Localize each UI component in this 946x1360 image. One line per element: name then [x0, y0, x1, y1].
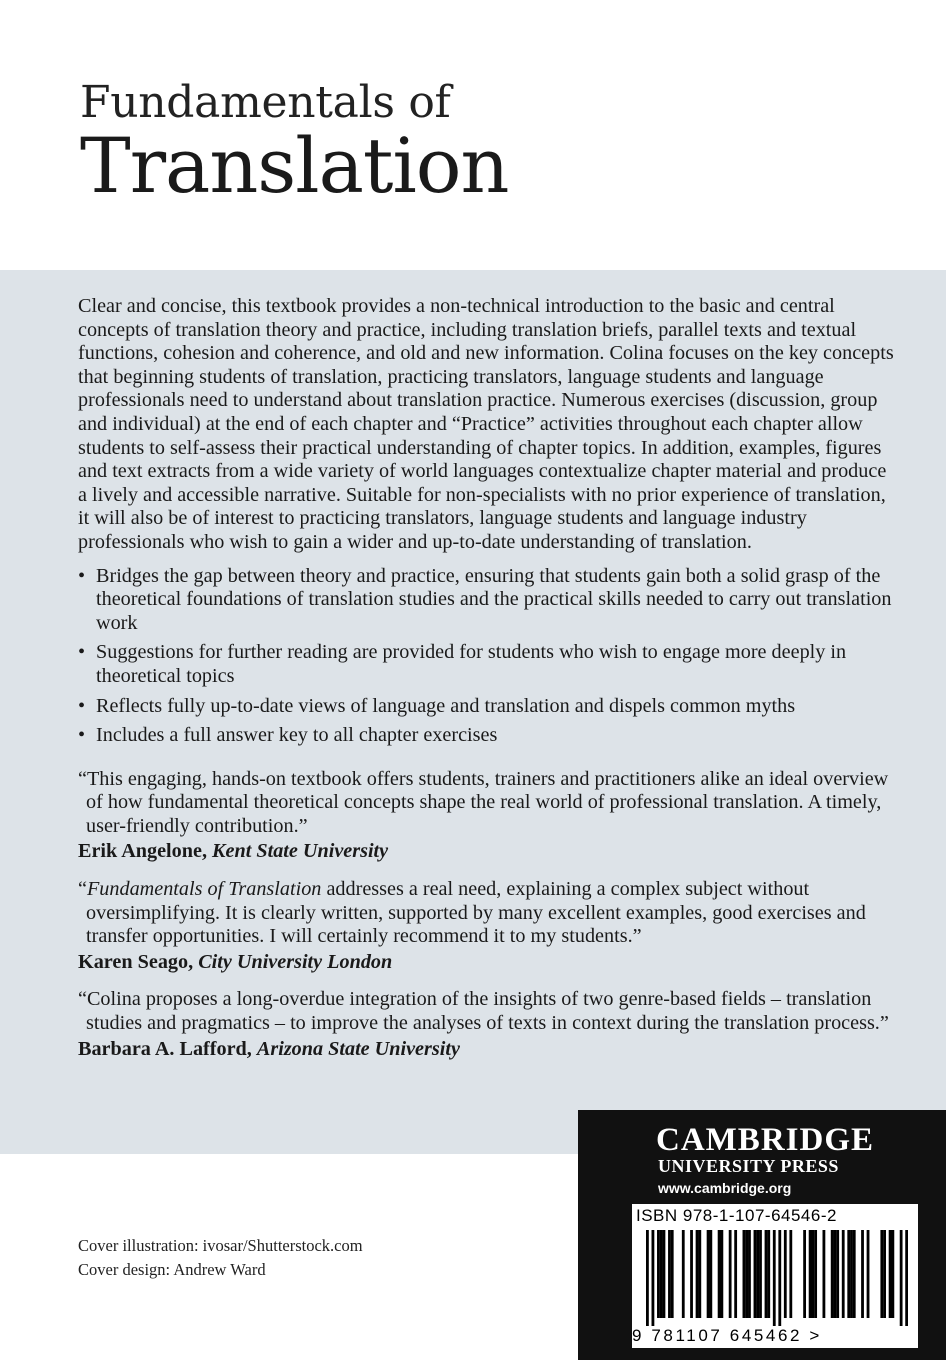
feature-text: Suggestions for further reading are provided for students who wish to engage more deeply in theoretical topics — [96, 641, 847, 687]
barcode-icon — [646, 1230, 908, 1326]
book-title-line-1: Fundamentals of — [80, 77, 451, 128]
review-quote: “This engaging, hands-on textbook offers students, trainers and practitioners alike an ideal overview of how fundamental theoretical concepts shape the real world of professional translation. A timely, user-friendly contribution.” — [78, 767, 889, 837]
barcode-bar — [652, 1230, 655, 1326]
barcode-bar — [646, 1230, 649, 1326]
barcode-bar — [803, 1230, 806, 1318]
barcode-bar — [773, 1230, 776, 1326]
bullet-icon: • — [78, 641, 86, 664]
barcode-bar — [759, 1230, 762, 1318]
feature-item — [78, 565, 898, 636]
feature-text: Includes a full answer key to all chapter exercises — [96, 724, 498, 747]
barcode-bar — [850, 1230, 853, 1318]
barcode-bar — [809, 1230, 812, 1318]
barcode-bar — [720, 1230, 723, 1318]
barcode-bar — [754, 1230, 757, 1318]
barcode-bar — [682, 1230, 685, 1318]
barcode-bar — [900, 1230, 903, 1326]
barcode-bar — [729, 1230, 732, 1318]
barcode-bar — [861, 1230, 864, 1318]
barcode-bar — [756, 1230, 759, 1318]
barcode-bar — [880, 1230, 883, 1318]
publisher-website: www.cambridge.org — [658, 1180, 792, 1196]
reviewer-name: Erik Angelone, — [78, 840, 213, 863]
barcode-bar — [657, 1230, 660, 1318]
barcode-bar — [883, 1230, 886, 1318]
barcode-bar — [698, 1230, 701, 1318]
bullet-icon: • — [78, 724, 86, 747]
reviewer-affiliation: Arizona State University — [256, 1037, 460, 1060]
feature-text: Bridges the gap between theory and practice, ensuring that students gain both a solid grasp of the theoretical foundations of translation studies and the practical skills needed to carry out translation work — [96, 564, 892, 634]
feature-item — [78, 695, 898, 719]
barcode-bar — [853, 1230, 856, 1318]
barcode-bar — [748, 1230, 751, 1318]
barcode-bar — [671, 1230, 674, 1318]
bullet-icon: • — [78, 564, 86, 587]
barcode-bar — [718, 1230, 721, 1318]
barcode-bar — [690, 1230, 693, 1318]
feature-item — [78, 724, 898, 748]
barcode-bar — [767, 1230, 770, 1318]
barcode-bar — [745, 1230, 748, 1318]
publisher-block — [578, 1110, 946, 1360]
barcode-bar — [663, 1230, 666, 1318]
review-attribution — [78, 1038, 898, 1062]
book-description: Clear and concise, this textbook provides a non-technical introduction to the basic and central concepts of translation theory and practice, including translation briefs, parallel texts and textual functions, cohesion and coherence, and old and new information. Colina focuses on the key concepts that beginning students of translation, practicing translators, language students and language professionals need to understand about translation practice. Numerous exercises (discussion, group and individual) at the end of each chapter and “Practice” activities throughout each chapter allow students to self-assess their practical understanding of chapter topics. In addition, examples, figures and text extracts from a wide variety of world languages contextualize chapter material and produce a lively and accessible narrative. Suitable for non-specialists with no prior experience of translation, it will also be of interest to practicing translators, language students and language industry professionals who wish to gain a wider and up-to-date understanding of translation. — [78, 295, 894, 553]
feature-list — [78, 565, 898, 748]
barcode-bar — [696, 1230, 699, 1318]
reviewer-name: Karen Seago, — [78, 950, 199, 973]
blurb-content — [78, 295, 898, 1075]
quote-open-mark: “ — [78, 878, 87, 901]
barcode-bar — [668, 1230, 671, 1318]
barcode-bar — [734, 1230, 737, 1318]
barcode-bar — [778, 1230, 781, 1326]
barcode-bar — [784, 1230, 787, 1318]
barcode-bar — [707, 1230, 710, 1318]
barcode-bar — [867, 1230, 870, 1318]
review-quote: “Colina proposes a long-overdue integration of the insights of two genre-based fields – translation studies and pragmatics – to improve the analyses of texts in context during the translation process.” — [78, 988, 889, 1035]
feature-text: Reflects fully up-to-date views of language and translation and dispels common myths — [96, 694, 796, 717]
review-attribution — [78, 951, 898, 975]
quoted-book-title: Fundamentals of Translation — [86, 878, 322, 901]
publisher-name: CAMBRIDGE — [656, 1122, 875, 1158]
cover-design-credit: Cover design: Andrew Ward — [78, 1260, 266, 1279]
book-title-line-2: Translation — [80, 121, 509, 210]
barcode-bar — [789, 1230, 792, 1318]
barcode-bar — [842, 1230, 845, 1318]
barcode-bar — [660, 1230, 663, 1318]
barcode-bar — [905, 1230, 908, 1326]
isbn-number: ISBN 978-1-107-64546-2 — [636, 1206, 837, 1225]
barcode-bar — [811, 1230, 814, 1318]
reviewer-affiliation: City University London — [198, 950, 393, 973]
barcode-bar — [834, 1230, 837, 1318]
barcode-box — [632, 1204, 918, 1348]
publisher-press: UNIVERSITY PRESS — [658, 1156, 839, 1176]
reviewer-name: Barbara A. Lafford, — [78, 1037, 257, 1060]
barcode-bar — [831, 1230, 834, 1318]
feature-item — [78, 641, 898, 688]
barcode-bar — [836, 1230, 839, 1318]
review-attribution — [78, 840, 898, 864]
review-quote — [78, 878, 898, 949]
cover-credits — [78, 1234, 363, 1282]
title-block — [80, 78, 508, 208]
cover-illustration-credit: Cover illustration: ivosar/Shutterstock.com — [78, 1236, 363, 1255]
barcode-bar — [889, 1230, 892, 1318]
reviewer-affiliation: Kent State University — [212, 840, 389, 863]
barcode-digits: 9 781107 645462 > — [632, 1326, 822, 1345]
barcode-bar — [743, 1230, 746, 1318]
barcode-bar — [823, 1230, 826, 1318]
barcode-bar — [891, 1230, 894, 1318]
barcode-bar — [709, 1230, 712, 1318]
bullet-icon: • — [78, 694, 86, 717]
barcode-bar — [814, 1230, 817, 1318]
barcode-bar — [847, 1230, 850, 1318]
quote-text: addresses a real need, explaining a complex subject without oversimplifying. It is clearly written, supported by many excellent examples, good exercises and transfer opportunities. I will certainly recommend it to my students.” — [86, 878, 866, 948]
barcode-bar — [765, 1230, 768, 1318]
